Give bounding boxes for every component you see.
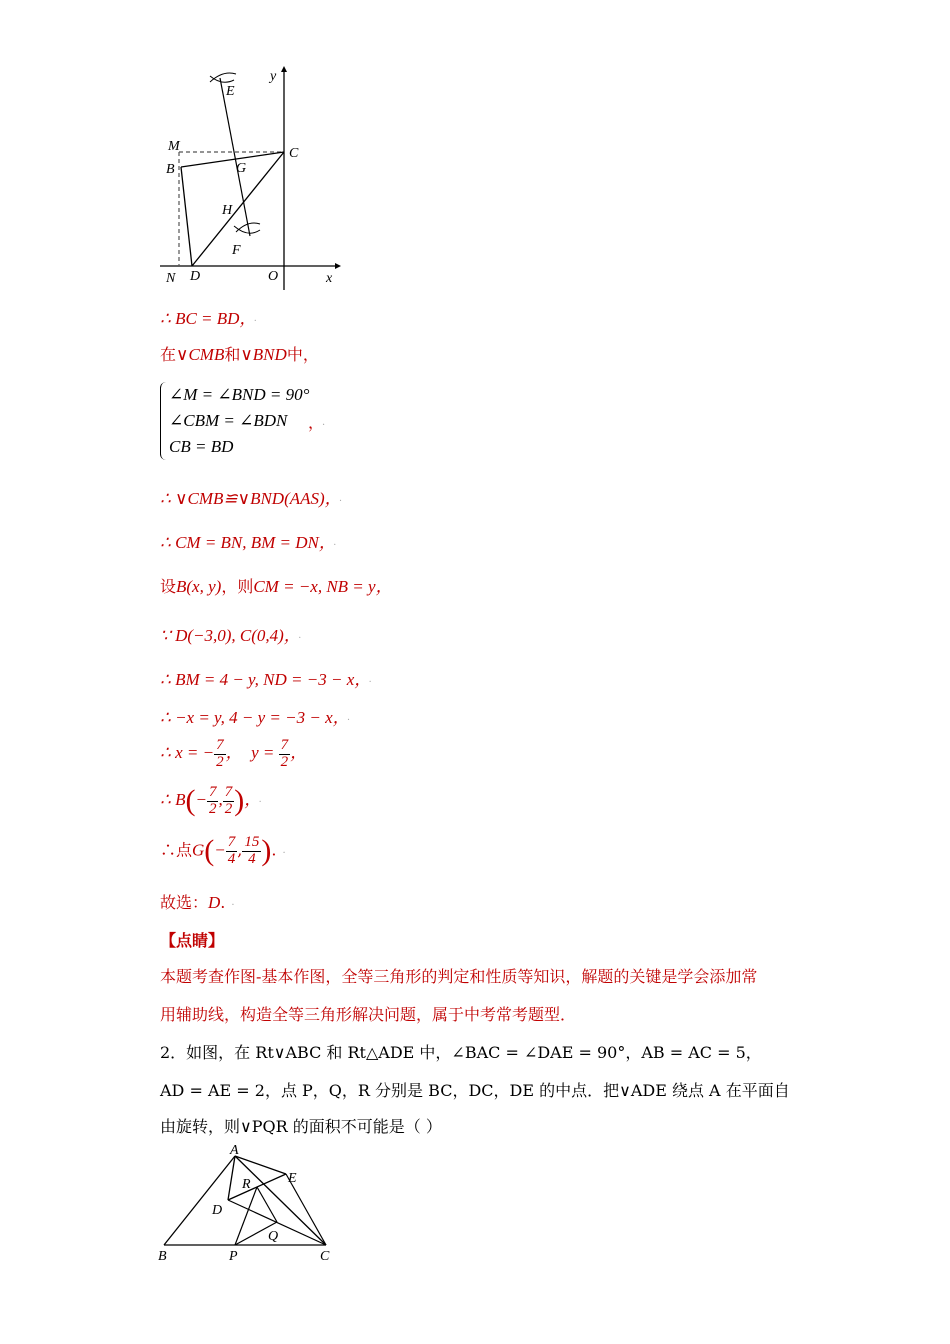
line-d-c-coords: ∵ D(−3,0), C(0,4)， · (160, 626, 301, 645)
dianjing-heading: 【点睛】 (160, 931, 225, 950)
condition-2: ∠CBM = ∠BDN (169, 411, 288, 430)
label-y: y (270, 69, 277, 84)
label-F: F (232, 243, 241, 258)
line-solve-xy: ∴ x = − $\frac{7}{2}$ ， y = $\frac{7}{2}$ ， (160, 737, 308, 770)
question2-line-2: AD = AE = 2，点 P，Q，R 分别是 BC，DC，DE 的中点．把∨ADE 绕点 A 在平面自 (160, 1081, 790, 1100)
line-set-b: 设B(x, y)，则CM = −x, NB = y， (160, 577, 393, 596)
line-bc-eq-bd: ∴ BC = BD， · (160, 309, 257, 328)
line-in-triangles: 在∨CMB和∨BND中， (160, 345, 319, 364)
line-equations: ∴ −x = y, 4 − y = −3 − x， · (160, 708, 350, 727)
summary-line-1: 本题考查作图-基本作图，全等三角形的判定和性质等知识，解题的关键是学会添加常 (160, 967, 758, 986)
label2-Q: Q (268, 1229, 279, 1244)
line-b-coords: ∴ B(− $\frac{7}{2}$ , $\frac{7}{2}$ )， · (160, 783, 262, 817)
label2-A: A (230, 1143, 239, 1158)
label-D: D (190, 269, 201, 284)
label2-C: C (320, 1249, 330, 1264)
label-M: M (168, 139, 180, 154)
question2-line-3: 由旋转，则∨PQR 的面积不可能是（ ） (160, 1117, 442, 1136)
line-answer: 故选：D. · (160, 893, 235, 912)
label-B: B (166, 162, 175, 177)
figure-triangles (150, 1140, 350, 1266)
label2-P: P (229, 1249, 238, 1264)
line-congruent: ∴ ∨CMB≌∨BND(AAS)， · (160, 489, 342, 508)
condition-brace (160, 382, 309, 460)
question2-line-1: 2．如图，在 Rt∨ABC 和 Rt△ADE 中，∠BAC = ∠DAE = 90°，AB = AC = 5， (160, 1043, 762, 1062)
label-H: H (222, 203, 233, 218)
condition-1: ∠M = ∠BND = 90° (169, 385, 310, 404)
figure-construction (150, 60, 350, 295)
line-cm-bn: ∴ CM = BN, BM = DN， · (160, 533, 336, 552)
label-x: x (326, 271, 333, 286)
brace-suffix: ， · (308, 413, 326, 432)
label-N: N (166, 271, 176, 286)
label-G: G (236, 161, 247, 176)
label2-E: E (288, 1171, 297, 1186)
label2-R: R (242, 1177, 251, 1192)
label2-D: D (212, 1203, 223, 1218)
label-C: C (289, 146, 299, 161)
label-E: E (226, 84, 235, 99)
line-bm-nd: ∴ BM = 4 − y, ND = −3 − x， · (160, 670, 372, 689)
label2-B: B (158, 1249, 167, 1264)
label-O: O (268, 269, 279, 284)
summary-line-2: 用辅助线，构造全等三角形解决问题，属于中考常考题型． (160, 1005, 577, 1024)
condition-3: CB = BD (169, 437, 234, 456)
line-g-coords: ∴点G(− $\frac{7}{4}$ , $\frac{15}{4}$ ). · (160, 833, 286, 867)
